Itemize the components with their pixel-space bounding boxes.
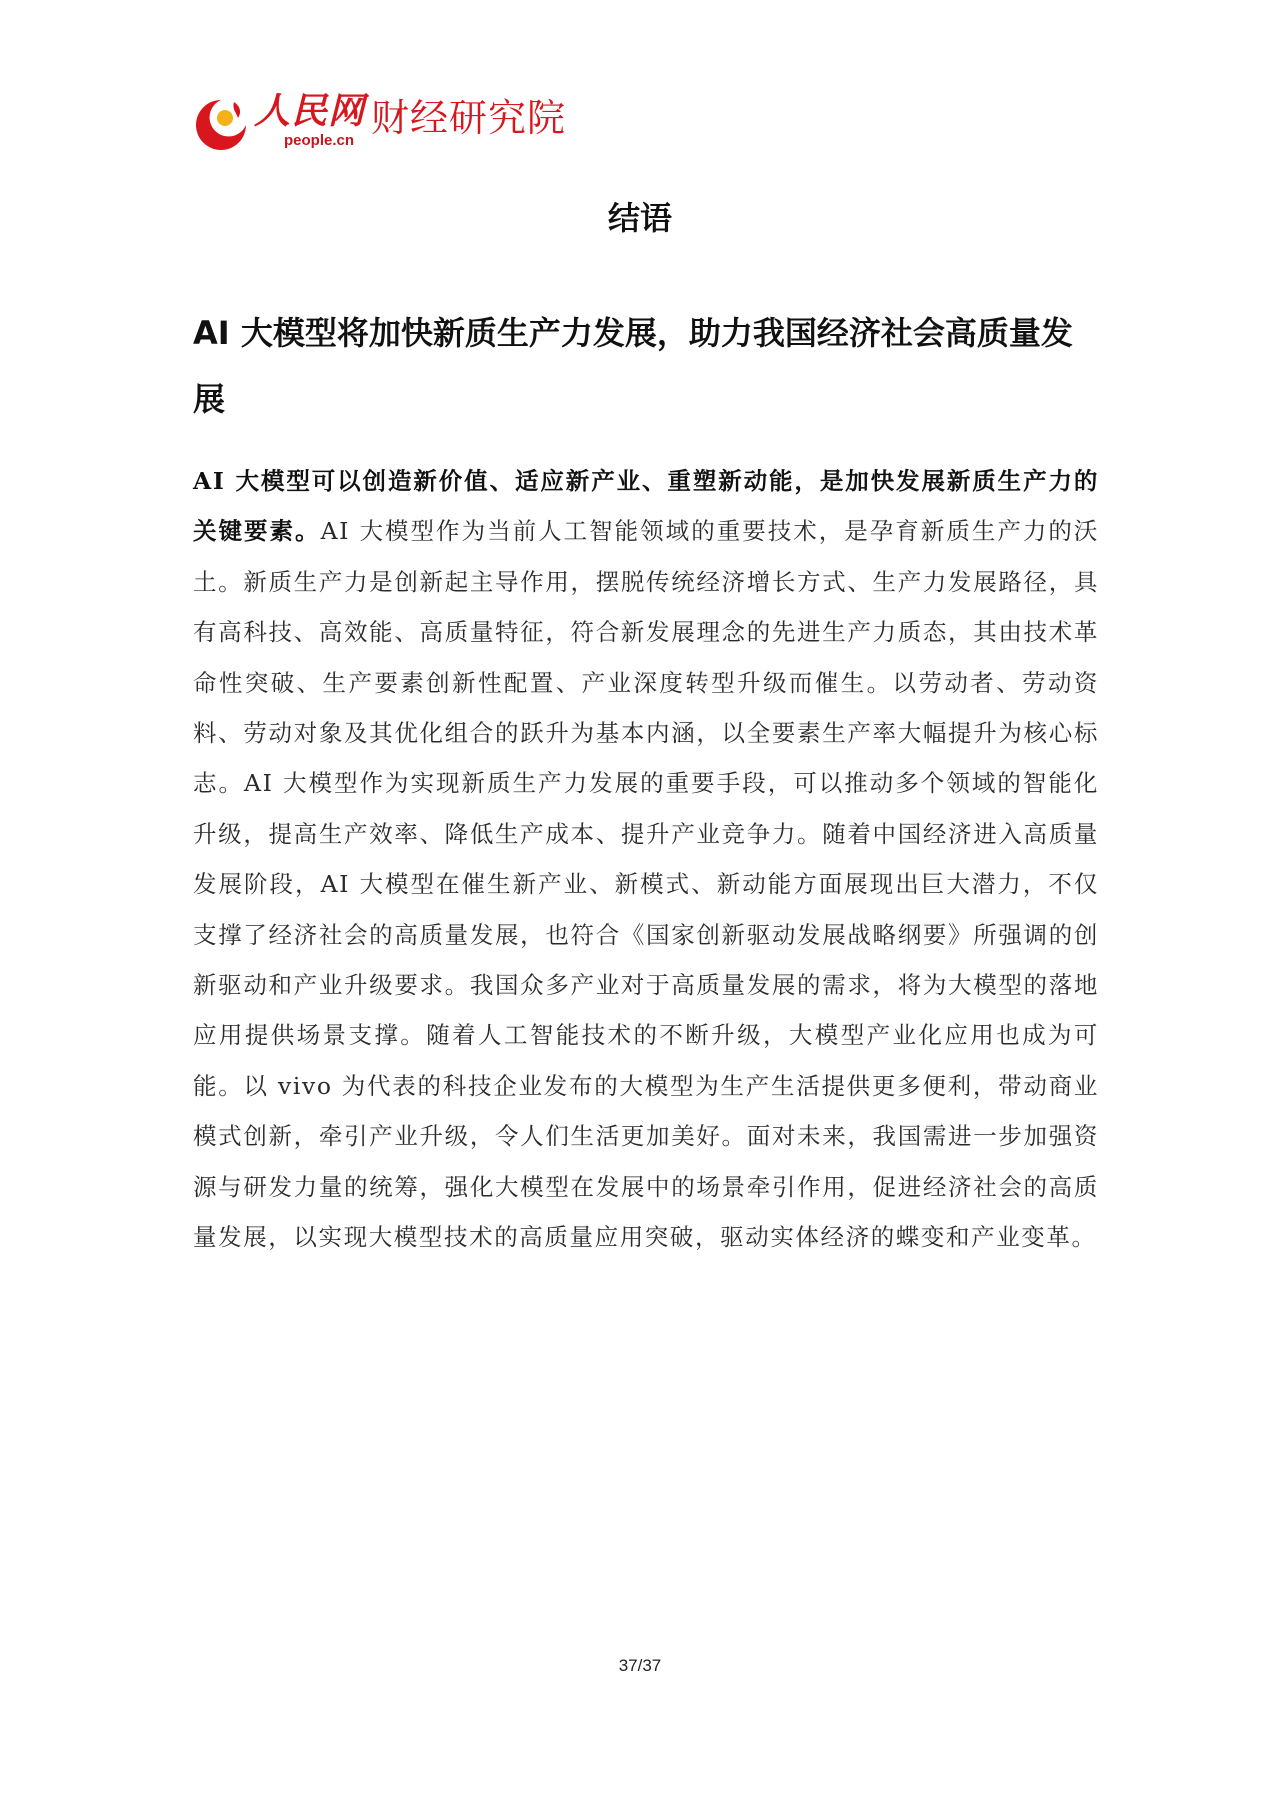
people-logo-icon (190, 94, 252, 156)
header-logo (190, 90, 566, 160)
body-paragraph (193, 456, 1099, 1263)
body-text: AI 大模型作为当前人工智能领域的重要技术，是孕育新质生产力的沃土。新质生产力是创新起主导作用，摆脱传统经济增长方式、生产力发展路径，具有高科技、高效能、高质量特征，符合新发展理念的先进生产力质态，其由技术革命性突破、生产要素创新性配置、产业深度转型升级而催生。以劳动者、劳动资料、劳动对象及其优化组合的跃升为基本内涵，以全要素生产率大幅提升为核心标志。AI 大模型作为实现新质生产力发展的重要手段，可以推动多个领域的智能化升级，提高生产效率、降低生产成本、提升产业竞争力。随着中国经济进入高质量发展阶段，AI 大模型在催生新产业、新模式、新动能方面展现出巨大潜力，不仅支撑了经济社会的高质量发展，也符合《国家创新驱动发展战略纲要》所强调的创新驱动和产业升级要求。我国众多产业对于高质量发展的需求，将为大模型的落地应用提供场景支撑。随着人工智能技术的不断升级，大模型产业化应用也成为可能。以 vivo 为代表的科技企业发布的大模型为生产生活提供更多便利，带动商业模式创新，牵引产业升级，令人们生活更加美好。面对未来，我国需进一步加强资源与研发力量的统筹，强化大模型在发展中的场景牵引作用，促进经济社会的高质量发展，以实现大模型技术的高质量应用突破，驱动实体经济的蝶变和产业变革。 (193, 517, 1099, 1252)
logo-brand (254, 90, 365, 150)
logo-brand-en: people.cn (284, 132, 355, 149)
section-heading: AI 大模型将加快新质生产力发展，助力我国经济社会高质量发展 (193, 314, 1073, 418)
logo-subtitle: 财经研究院 (371, 96, 567, 140)
page-number: 37/37 (618, 1656, 662, 1675)
logo-brand-cn: 人民网 (254, 90, 366, 132)
section-title: 结语 (607, 199, 672, 237)
body-lead-sentence: AI 大模型可以创造新价值、适应新产业、重塑新动能，是加快发展新质生产力的关键要素。 (193, 467, 1099, 546)
